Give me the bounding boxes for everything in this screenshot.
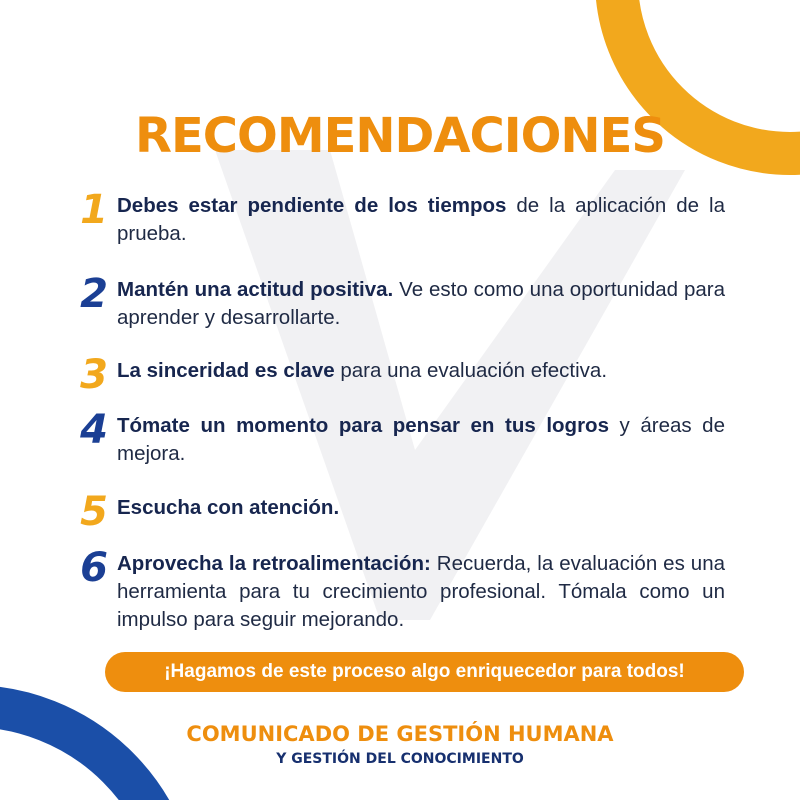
item-text-3: [117, 357, 725, 385]
item-number-2: 2: [80, 271, 108, 317]
item-emphasis-6: Aprovecha la retroalimentación:: [117, 552, 431, 575]
item-emphasis-1: Debes estar pendiente de los tiempos: [117, 194, 507, 217]
footer-subtitle: Y GESTIÓN DEL CONOCIMIENTO: [276, 751, 524, 767]
page-title: RECOMENDACIONES: [135, 108, 665, 164]
item-emphasis-5: Escucha con atención.: [117, 496, 340, 519]
item-body-4: y áreas de mejora.: [117, 414, 725, 465]
footer-title: COMUNICADO DE GESTIÓN HUMANA: [186, 722, 614, 746]
item-text-2: [117, 276, 725, 332]
item-number-6: 6: [80, 545, 108, 591]
item-number-4: 4: [80, 407, 108, 453]
item-emphasis-4: Tómate un momento para pensar en tus logros: [117, 414, 609, 437]
item-number-1: 1: [80, 187, 108, 233]
item-number-5: 5: [80, 489, 108, 535]
item-body-1: de la aplicación de la prueba.: [117, 194, 725, 245]
item-text-1: [117, 192, 725, 248]
callout-banner: ¡Hagamos de este proceso algo enriquecedor para todos!: [105, 652, 744, 692]
item-body-6: Recuerda, la evaluación es una herramienta para tu crecimiento profesional. Tómala como un impulso para seguir mejorando.: [117, 552, 725, 631]
item-text-5: [117, 494, 725, 522]
item-emphasis-2: Mantén una actitud positiva.: [117, 278, 394, 301]
item-body-3: para una evaluación efectiva.: [334, 359, 608, 382]
item-number-3: 3: [80, 352, 108, 398]
item-emphasis-3: La sinceridad es clave: [117, 359, 335, 382]
item-text-6: [117, 550, 725, 634]
item-text-4: [117, 412, 725, 468]
item-body-2: Ve esto como una oportunidad para aprender y desarrollarte.: [117, 278, 726, 329]
